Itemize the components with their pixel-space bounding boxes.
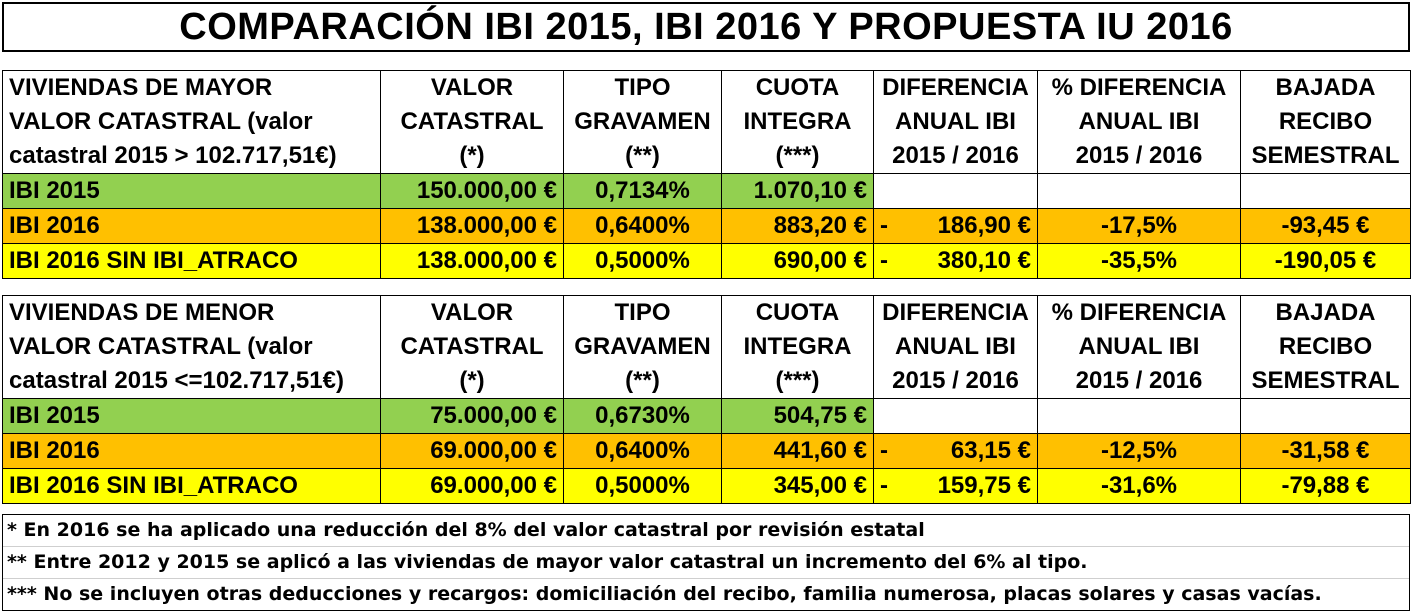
diff-sign: - — [880, 472, 888, 499]
col-header-valor: VALOR CATASTRAL (*) — [381, 71, 564, 174]
row-label: IBI 2016 — [3, 434, 381, 469]
diff-cell — [874, 174, 1038, 209]
col-header-cuota: CUOTA INTEGRA (***) — [722, 71, 874, 174]
bajada-cell: -31,58 € — [1241, 434, 1411, 469]
tipo-cell: 0,6400% — [564, 434, 722, 469]
cuota-cell: 690,00 € — [722, 244, 874, 279]
footnote-1: * En 2016 se ha aplicado una reducción del 8% del valor catastral por revisión estatal — [3, 515, 1409, 547]
comparison-table-menor — [2, 295, 1411, 504]
diff-value: 159,75 € — [937, 472, 1031, 499]
footnote-2: ** Entre 2012 y 2015 se aplicó a las viviendas de mayor valor catastral un incremento del 6% al tipo. — [3, 547, 1409, 579]
comparison-table-mayor — [2, 70, 1411, 279]
diff-sign: - — [880, 247, 888, 274]
category-header: VIVIENDAS DE MAYOR VALOR CATASTRAL (valor catastral 2015 > 102.717,51€) — [3, 71, 381, 174]
table-row-ibi-2016 — [3, 434, 1411, 469]
pct-cell — [1038, 399, 1241, 434]
table-row-ibi-2016-sin-atraco — [3, 244, 1411, 279]
cuota-cell: 441,60 € — [722, 434, 874, 469]
bajada-cell — [1241, 399, 1411, 434]
bajada-cell — [1241, 174, 1411, 209]
pct-cell — [1038, 174, 1241, 209]
valor-cell: 69.000,00 € — [381, 469, 564, 504]
valor-cell: 150.000,00 € — [381, 174, 564, 209]
pct-cell: -31,6% — [1038, 469, 1241, 504]
diff-cell — [874, 244, 1038, 279]
cuota-cell: 883,20 € — [722, 209, 874, 244]
diff-cell — [874, 399, 1038, 434]
cuota-cell: 1.070,10 € — [722, 174, 874, 209]
row-label: IBI 2015 — [3, 399, 381, 434]
diff-cell — [874, 434, 1038, 469]
tipo-cell: 0,7134% — [564, 174, 722, 209]
col-header-bajada: BAJADA RECIBO SEMESTRAL — [1241, 296, 1411, 399]
table-header-row — [3, 71, 1411, 174]
row-label: IBI 2016 — [3, 209, 381, 244]
table-header-row — [3, 296, 1411, 399]
tipo-cell: 0,6400% — [564, 209, 722, 244]
diff-sign: - — [880, 212, 888, 239]
col-header-bajada: BAJADA RECIBO SEMESTRAL — [1241, 71, 1411, 174]
cuota-cell: 345,00 € — [722, 469, 874, 504]
row-label: IBI 2016 SIN IBI_ATRACO — [3, 244, 381, 279]
bajada-cell: -79,88 € — [1241, 469, 1411, 504]
table-row-ibi-2016-sin-atraco — [3, 469, 1411, 504]
col-header-cuota: CUOTA INTEGRA (***) — [722, 296, 874, 399]
diff-cell — [874, 469, 1038, 504]
tipo-cell: 0,5000% — [564, 469, 722, 504]
col-header-valor: VALOR CATASTRAL (*) — [381, 296, 564, 399]
valor-cell: 138.000,00 € — [381, 244, 564, 279]
footnote-3: *** No se incluyen otras deducciones y recargos: domiciliación del recibo, familia numerosa, placas solares y casas vacías. — [7, 583, 1322, 605]
cuota-cell: 504,75 € — [722, 399, 874, 434]
valor-cell: 138.000,00 € — [381, 209, 564, 244]
diff-value: 380,10 € — [937, 247, 1031, 274]
diff-sign: - — [880, 437, 888, 464]
col-header-tipo: TIPO GRAVAMEN (**) — [564, 296, 722, 399]
valor-cell: 75.000,00 € — [381, 399, 564, 434]
bajada-cell: -93,45 € — [1241, 209, 1411, 244]
diff-value: 186,90 € — [937, 212, 1031, 239]
footnotes — [2, 514, 1410, 611]
col-header-diferencia: DIFERENCIA ANUAL IBI 2015 / 2016 — [874, 71, 1038, 174]
tipo-cell: 0,5000% — [564, 244, 722, 279]
pct-cell: -35,5% — [1038, 244, 1241, 279]
category-header: VIVIENDAS DE MENOR VALOR CATASTRAL (valor catastral 2015 <=102.717,51€) — [3, 296, 381, 399]
table-row-ibi-2016 — [3, 209, 1411, 244]
pct-cell: -17,5% — [1038, 209, 1241, 244]
diff-cell — [874, 209, 1038, 244]
table-row-ibi-2015 — [3, 174, 1411, 209]
valor-cell: 69.000,00 € — [381, 434, 564, 469]
col-header-pct-diferencia: % DIFERENCIA ANUAL IBI 2015 / 2016 — [1038, 71, 1241, 174]
col-header-pct-diferencia: % DIFERENCIA ANUAL IBI 2015 / 2016 — [1038, 296, 1241, 399]
col-header-diferencia: DIFERENCIA ANUAL IBI 2015 / 2016 — [874, 296, 1038, 399]
pct-cell: -12,5% — [1038, 434, 1241, 469]
col-header-tipo: TIPO GRAVAMEN (**) — [564, 71, 722, 174]
page-title: COMPARACIÓN IBI 2015, IBI 2016 Y PROPUESTA IU 2016 — [2, 2, 1410, 52]
row-label: IBI 2015 — [3, 174, 381, 209]
tipo-cell: 0,6730% — [564, 399, 722, 434]
table-row-ibi-2015 — [3, 399, 1411, 434]
row-label: IBI 2016 SIN IBI_ATRACO — [3, 469, 381, 504]
diff-value: 63,15 € — [950, 437, 1031, 464]
bajada-cell: -190,05 € — [1241, 244, 1411, 279]
